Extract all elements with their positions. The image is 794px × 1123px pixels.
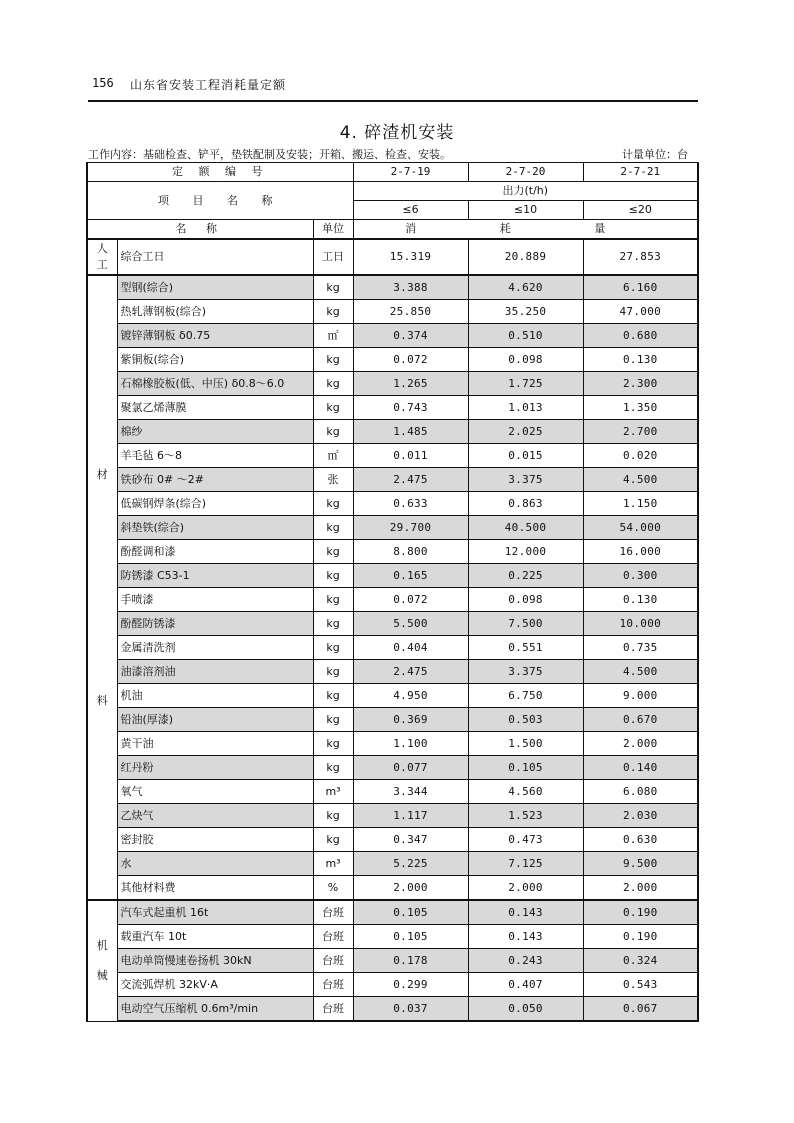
table-row bbox=[87, 973, 698, 997]
meta-line bbox=[88, 146, 698, 162]
resource-unit: 台班 bbox=[313, 949, 353, 973]
consumption-value: 0.670 bbox=[583, 708, 698, 732]
header-row-codes bbox=[87, 163, 698, 182]
consumption-value: 0.098 bbox=[468, 588, 583, 612]
consumption-value: 0.130 bbox=[583, 348, 698, 372]
consumption-value: 7.500 bbox=[468, 612, 583, 636]
resource-unit: 台班 bbox=[313, 925, 353, 949]
book-title: 山东省安装工程消耗量定额 bbox=[130, 78, 287, 92]
resource-name: 手喷漆 bbox=[117, 588, 313, 612]
consumption-value: 0.020 bbox=[583, 444, 698, 468]
consumption-value: 0.347 bbox=[353, 828, 468, 852]
consumption-value: 10.000 bbox=[583, 612, 698, 636]
consumption-value: 0.105 bbox=[468, 756, 583, 780]
resource-name: 棉纱 bbox=[117, 420, 313, 444]
resource-name: 水 bbox=[117, 852, 313, 876]
table-row bbox=[87, 239, 698, 275]
category-cell bbox=[87, 239, 117, 275]
table-row bbox=[87, 348, 698, 372]
consumption-value: 0.225 bbox=[468, 564, 583, 588]
resource-unit: kg bbox=[313, 804, 353, 828]
consumption-value: 1.350 bbox=[583, 396, 698, 420]
table-row bbox=[87, 708, 698, 732]
resource-name: 紫铜板(综合) bbox=[117, 348, 313, 372]
table-row bbox=[87, 612, 698, 636]
unit-label: 单位 bbox=[313, 220, 353, 240]
consumption-value: 0.299 bbox=[353, 973, 468, 997]
consumption-value: 0.543 bbox=[583, 973, 698, 997]
consumption-value: 2.000 bbox=[583, 876, 698, 901]
table-row bbox=[87, 828, 698, 852]
consumption-value: 12.000 bbox=[468, 540, 583, 564]
resource-unit: kg bbox=[313, 348, 353, 372]
consumption-value: 0.050 bbox=[468, 997, 583, 1022]
table-row bbox=[87, 900, 698, 925]
consumption-value: 0.369 bbox=[353, 708, 468, 732]
consumption-value: 5.500 bbox=[353, 612, 468, 636]
resource-name: 交流弧焊机 32kV·A bbox=[117, 973, 313, 997]
consumption-value: 27.853 bbox=[583, 239, 698, 275]
page-number: 156 bbox=[92, 76, 114, 90]
resource-name: 氧气 bbox=[117, 780, 313, 804]
consumption-value: 2.700 bbox=[583, 420, 698, 444]
consumption-value: 0.190 bbox=[583, 900, 698, 925]
resource-name: 防锈漆 C53-1 bbox=[117, 564, 313, 588]
consumption-value: 0.098 bbox=[468, 348, 583, 372]
consumption-value: 2.475 bbox=[353, 468, 468, 492]
resource-name: 石棉橡胶板(低、中压) δ0.8～6.0 bbox=[117, 372, 313, 396]
table-row bbox=[87, 660, 698, 684]
consumption-value: 0.067 bbox=[583, 997, 698, 1022]
resource-name: 载重汽车 10t bbox=[117, 925, 313, 949]
consumption-value: 0.037 bbox=[353, 997, 468, 1022]
capacity: ≤6 bbox=[353, 201, 468, 220]
consumption-value: 0.140 bbox=[583, 756, 698, 780]
resource-unit: kg bbox=[313, 708, 353, 732]
consumption-value: 0.551 bbox=[468, 636, 583, 660]
consumption-value: 1.100 bbox=[353, 732, 468, 756]
consumption-value: 40.500 bbox=[468, 516, 583, 540]
consumption-value: 0.143 bbox=[468, 925, 583, 949]
table-row bbox=[87, 732, 698, 756]
resource-unit: m³ bbox=[313, 780, 353, 804]
table-row bbox=[87, 372, 698, 396]
category-char: 材 bbox=[96, 467, 108, 481]
resource-name: 铅油(厚漆) bbox=[117, 708, 313, 732]
resource-unit: kg bbox=[313, 396, 353, 420]
resource-unit: kg bbox=[313, 300, 353, 324]
consumption-value: 1.725 bbox=[468, 372, 583, 396]
resource-unit: kg bbox=[313, 636, 353, 660]
consumption-value: 3.344 bbox=[353, 780, 468, 804]
consumption-value: 0.105 bbox=[353, 900, 468, 925]
category-char: 机 bbox=[96, 938, 108, 952]
table-row bbox=[87, 275, 698, 300]
resource-unit: kg bbox=[313, 492, 353, 516]
resource-unit: ㎡ bbox=[313, 444, 353, 468]
quota-table bbox=[86, 162, 699, 1022]
resource-unit: kg bbox=[313, 660, 353, 684]
consumption-value: 0.015 bbox=[468, 444, 583, 468]
category-cell bbox=[87, 900, 117, 1021]
consumption-value: 4.560 bbox=[468, 780, 583, 804]
category-char: 料 bbox=[96, 693, 108, 707]
table-row bbox=[87, 852, 698, 876]
table-row bbox=[87, 492, 698, 516]
resource-name: 电动空气压缩机 0.6m³/min bbox=[117, 997, 313, 1022]
table-row bbox=[87, 564, 698, 588]
consumption-value: 0.503 bbox=[468, 708, 583, 732]
category-char: 械 bbox=[96, 968, 108, 982]
consumption-value: 2.000 bbox=[353, 876, 468, 901]
consumption-value: 6.080 bbox=[583, 780, 698, 804]
resource-name: 油漆溶剂油 bbox=[117, 660, 313, 684]
consumption-value: 0.072 bbox=[353, 588, 468, 612]
resource-unit: m³ bbox=[313, 852, 353, 876]
resource-unit: 张 bbox=[313, 468, 353, 492]
resource-name: 机油 bbox=[117, 684, 313, 708]
resource-unit: kg bbox=[313, 732, 353, 756]
consumption-value: 9.500 bbox=[583, 852, 698, 876]
consumption-value: 0.630 bbox=[583, 828, 698, 852]
consumption-value: 0.374 bbox=[353, 324, 468, 348]
consumption-value: 3.375 bbox=[468, 660, 583, 684]
resource-unit: kg bbox=[313, 372, 353, 396]
consumption-value: 0.165 bbox=[353, 564, 468, 588]
consumption-value: 0.510 bbox=[468, 324, 583, 348]
consumption-value: 25.850 bbox=[353, 300, 468, 324]
table-row bbox=[87, 756, 698, 780]
consumption-value: 15.319 bbox=[353, 239, 468, 275]
resource-name: 综合工日 bbox=[117, 239, 313, 275]
measure-unit: 计量单位：台 bbox=[622, 148, 688, 161]
capacity: ≤10 bbox=[468, 201, 583, 220]
consumption-value: 1.500 bbox=[468, 732, 583, 756]
item-name-label: 项 目 名 称 bbox=[87, 182, 353, 220]
resource-unit: kg bbox=[313, 756, 353, 780]
consumption-value: 4.500 bbox=[583, 468, 698, 492]
consumption-value: 3.388 bbox=[353, 275, 468, 300]
consumption-value: 0.680 bbox=[583, 324, 698, 348]
consumption-value: 1.013 bbox=[468, 396, 583, 420]
resource-unit: kg bbox=[313, 420, 353, 444]
resource-unit: 台班 bbox=[313, 997, 353, 1022]
resource-unit: kg bbox=[313, 828, 353, 852]
consumption-value: 0.300 bbox=[583, 564, 698, 588]
consumption-value: 6.750 bbox=[468, 684, 583, 708]
resource-name: 汽车式起重机 16t bbox=[117, 900, 313, 925]
consumption-value: 0.863 bbox=[468, 492, 583, 516]
category-char: 工 bbox=[96, 258, 108, 271]
quota-code: 2-7-21 bbox=[583, 163, 698, 182]
consumption-value: 0.324 bbox=[583, 949, 698, 973]
resource-name: 型钢(综合) bbox=[117, 275, 313, 300]
name-label: 名 称 bbox=[87, 220, 313, 240]
table-row bbox=[87, 804, 698, 828]
consumption-value: 5.225 bbox=[353, 852, 468, 876]
page-header bbox=[88, 74, 698, 102]
work-content: 工作内容：基础检查、铲平，垫铁配制及安装；开箱、搬运、检查、安装。 bbox=[88, 148, 451, 161]
consumption-value: 0.404 bbox=[353, 636, 468, 660]
resource-unit: kg bbox=[313, 516, 353, 540]
category-cell bbox=[87, 275, 117, 900]
quota-code-label: 定 额 编 号 bbox=[87, 163, 353, 182]
consumption-value: 0.178 bbox=[353, 949, 468, 973]
resource-name: 黄干油 bbox=[117, 732, 313, 756]
consumption-value: 4.950 bbox=[353, 684, 468, 708]
consumption-value: 8.800 bbox=[353, 540, 468, 564]
header-row-output bbox=[87, 182, 698, 201]
resource-name: 镀锌薄钢板 δ0.75 bbox=[117, 324, 313, 348]
table-row bbox=[87, 468, 698, 492]
resource-name: 热轧薄钢板(综合) bbox=[117, 300, 313, 324]
category-char: 人 bbox=[96, 242, 108, 255]
consumption-value: 3.375 bbox=[468, 468, 583, 492]
consumption-value: 0.633 bbox=[353, 492, 468, 516]
consumption-value: 0.407 bbox=[468, 973, 583, 997]
resource-name: 聚氯乙烯薄膜 bbox=[117, 396, 313, 420]
consumption-value: 0.735 bbox=[583, 636, 698, 660]
consumption-value: 4.620 bbox=[468, 275, 583, 300]
table-row bbox=[87, 324, 698, 348]
resource-name: 斜垫铁(综合) bbox=[117, 516, 313, 540]
consumption-value: 1.265 bbox=[353, 372, 468, 396]
consumption-value: 0.473 bbox=[468, 828, 583, 852]
section-title: 4. 碎渣机安装 bbox=[339, 123, 455, 143]
table-row bbox=[87, 396, 698, 420]
table-row bbox=[87, 876, 698, 901]
consumption-value: 2.025 bbox=[468, 420, 583, 444]
resource-name: 酚醛调和漆 bbox=[117, 540, 313, 564]
resource-name: 密封胶 bbox=[117, 828, 313, 852]
resource-name: 羊毛毡 6～8 bbox=[117, 444, 313, 468]
resource-unit: kg bbox=[313, 275, 353, 300]
resource-unit: kg bbox=[313, 540, 353, 564]
consumption-value: 29.700 bbox=[353, 516, 468, 540]
resource-name: 金属清洗剂 bbox=[117, 636, 313, 660]
table-row bbox=[87, 540, 698, 564]
consumption-value: 0.190 bbox=[583, 925, 698, 949]
table-row bbox=[87, 925, 698, 949]
resource-name: 低碳钢焊条(综合) bbox=[117, 492, 313, 516]
table-row bbox=[87, 684, 698, 708]
resource-name: 其他材料费 bbox=[117, 876, 313, 901]
consumption-value: 47.000 bbox=[583, 300, 698, 324]
table-row bbox=[87, 300, 698, 324]
consumption-value: 0.743 bbox=[353, 396, 468, 420]
resource-name: 红丹粉 bbox=[117, 756, 313, 780]
table-row bbox=[87, 780, 698, 804]
resource-unit: ㎡ bbox=[313, 324, 353, 348]
consumption-value: 2.300 bbox=[583, 372, 698, 396]
table-row bbox=[87, 949, 698, 973]
resource-unit: 工日 bbox=[313, 239, 353, 275]
capacity: ≤20 bbox=[583, 201, 698, 220]
resource-name: 铁砂布 0# ～2# bbox=[117, 468, 313, 492]
resource-unit: kg bbox=[313, 684, 353, 708]
consumption-value: 54.000 bbox=[583, 516, 698, 540]
consumption-value: 4.500 bbox=[583, 660, 698, 684]
quota-code: 2-7-19 bbox=[353, 163, 468, 182]
table-row bbox=[87, 420, 698, 444]
consumption-value: 35.250 bbox=[468, 300, 583, 324]
consumption-value: 0.143 bbox=[468, 900, 583, 925]
consumption-value: 0.130 bbox=[583, 588, 698, 612]
resource-unit: 台班 bbox=[313, 900, 353, 925]
resource-unit: kg bbox=[313, 564, 353, 588]
consumption-value: 7.125 bbox=[468, 852, 583, 876]
consumption-value: 2.000 bbox=[583, 732, 698, 756]
resource-name: 电动单筒慢速卷扬机 30kN bbox=[117, 949, 313, 973]
consumption-value: 1.150 bbox=[583, 492, 698, 516]
consumption-value: 2.000 bbox=[468, 876, 583, 901]
output-label: 出力(t/h) bbox=[353, 182, 698, 201]
resource-unit: kg bbox=[313, 612, 353, 636]
consumption-value: 2.475 bbox=[353, 660, 468, 684]
consumption-value: 9.000 bbox=[583, 684, 698, 708]
resource-unit: % bbox=[313, 876, 353, 901]
consumption-value: 16.000 bbox=[583, 540, 698, 564]
consumption-label: 消 耗 量 bbox=[353, 220, 698, 240]
consumption-value: 0.105 bbox=[353, 925, 468, 949]
consumption-value: 2.030 bbox=[583, 804, 698, 828]
consumption-value: 0.072 bbox=[353, 348, 468, 372]
header-row-columns bbox=[87, 220, 698, 240]
consumption-value: 6.160 bbox=[583, 275, 698, 300]
table-row bbox=[87, 636, 698, 660]
resource-name: 乙炔气 bbox=[117, 804, 313, 828]
consumption-value: 1.117 bbox=[353, 804, 468, 828]
table-row bbox=[87, 588, 698, 612]
consumption-value: 1.523 bbox=[468, 804, 583, 828]
quota-code: 2-7-20 bbox=[468, 163, 583, 182]
resource-unit: kg bbox=[313, 588, 353, 612]
consumption-value: 0.011 bbox=[353, 444, 468, 468]
table-row bbox=[87, 516, 698, 540]
resource-name: 酚醛防锈漆 bbox=[117, 612, 313, 636]
table-row bbox=[87, 997, 698, 1022]
consumption-value: 1.485 bbox=[353, 420, 468, 444]
consumption-value: 20.889 bbox=[468, 239, 583, 275]
resource-unit: 台班 bbox=[313, 973, 353, 997]
table-row bbox=[87, 444, 698, 468]
consumption-value: 0.243 bbox=[468, 949, 583, 973]
consumption-value: 0.077 bbox=[353, 756, 468, 780]
